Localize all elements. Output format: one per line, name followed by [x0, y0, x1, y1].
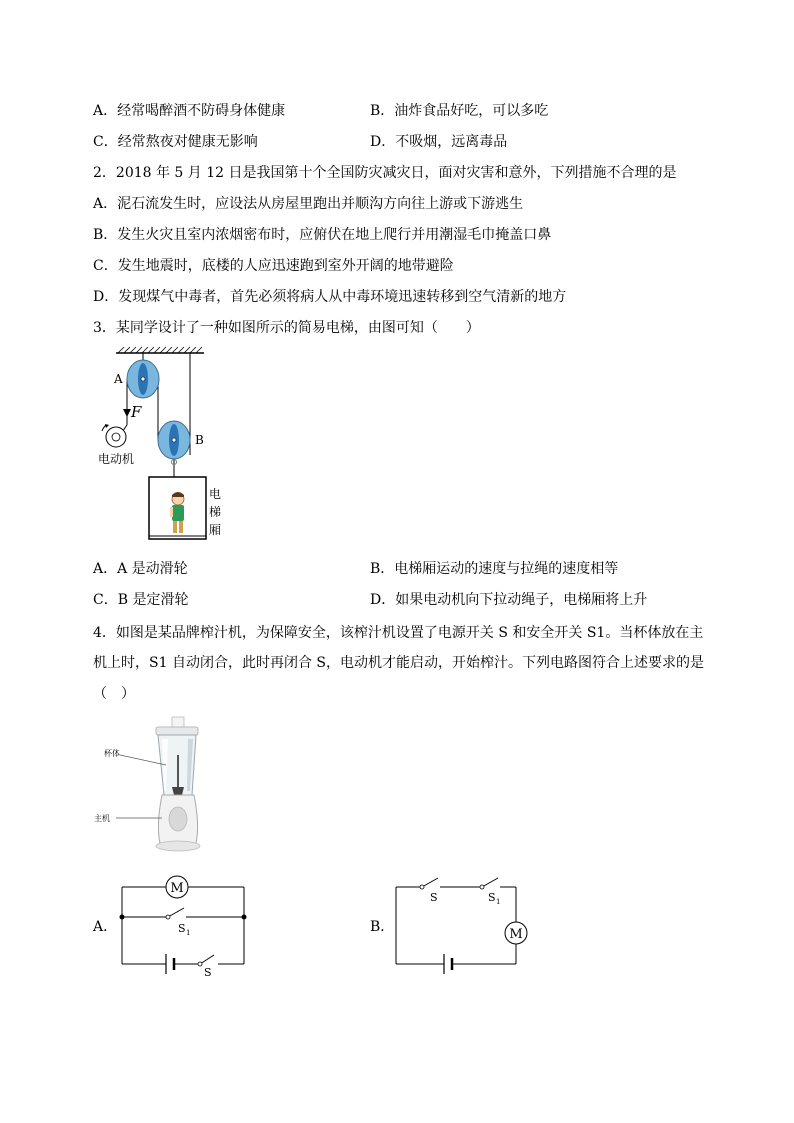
q4-stem-line1: 4．如图是某品牌榨汁机，为保障安全，该榨汁机设置了电源开关 S 和安全开关 S1。当杯体放在主: [93, 625, 704, 641]
svg-text:M: M: [509, 927, 523, 942]
q3-option-a: A．A 是动滑轮: [93, 561, 188, 577]
circuit-b-switch-s: [420, 885, 424, 889]
pulley-a: [127, 360, 159, 398]
q2-stem: 2．2018 年 5 月 12 日是我国第十个全国防灾减灾日，面对灾害和意外，下列措施不合理的是: [93, 165, 677, 181]
circuit-a-battery: [166, 954, 174, 974]
q3-option-b: B．电梯厢运动的速度与拉绳的速度相等: [370, 561, 619, 577]
q3-option-c: C．B 是定滑轮: [93, 592, 189, 608]
circuit-b-s1-subscript: 1: [496, 898, 501, 906]
q2-option-a: A．泥石流发生时，应设法从房屋里跑出并顺沟方向往上游或下游逃生: [93, 196, 524, 212]
car-label-3: 厢: [209, 523, 222, 537]
circuit-a-s1-subscript: 1: [186, 929, 191, 937]
circuit-a-letter: A．: [93, 919, 118, 935]
q1-option-c: C．经常熬夜对健康无影响: [93, 134, 258, 150]
circuit-b-battery: [444, 954, 452, 974]
circuit-b-s1-label: S: [488, 891, 496, 904]
q1-option-d: D．不吸烟，远离毒品: [370, 134, 508, 150]
circuit-a-motor: [166, 876, 188, 898]
juicer-base-label: 主机: [94, 814, 110, 823]
pulley-a-label: A: [114, 372, 123, 386]
car-label-1: 电: [209, 487, 222, 501]
circuit-a-switch-s: [198, 962, 202, 966]
pulley-b: [158, 421, 190, 459]
circuit-b-s-label: S: [430, 891, 438, 904]
circuit-a-diagram: [110, 872, 260, 982]
q3-option-d: D．如果电动机向下拉动绳子，电梯厢将上升: [370, 592, 648, 608]
svg-text:M: M: [170, 881, 184, 896]
elevator-pulley-figure: [92, 345, 232, 545]
circuit-b-letter: B．: [370, 919, 395, 935]
juicer-cup-label: 杯体: [104, 749, 120, 758]
motor: [102, 424, 126, 447]
motor-label: 电动机: [98, 452, 135, 466]
q2-option-b: B．发生火灾且室内浓烟密布时，应俯伏在地上爬行并用潮湿毛巾掩盖口鼻: [93, 227, 552, 243]
car-label-2: 梯: [209, 505, 222, 519]
q4-stem-line2: 机上时，S1 自动闭合，此时再闭合 S，电动机才能启动，开始榨汁。下列电路图符合上述要求的是: [93, 655, 704, 671]
q2-option-c: C．发生地震时，底楼的人应迅速跑到室外开阔的地带避险: [93, 258, 454, 274]
q3-stem: 3．某同学设计了一种如图所示的简易电梯，由图可知（ ）: [93, 320, 480, 336]
q1-option-a: A．经常喝醉酒不防碍身体健康: [93, 103, 286, 119]
circuit-b-motor: [505, 922, 527, 944]
circuit-b-switch-s1: [480, 885, 484, 889]
force-f-label: F: [131, 403, 142, 421]
circuit-a-s1-label: S: [178, 922, 186, 935]
pulley-b-label: B: [195, 433, 204, 447]
juicer-figure: [92, 715, 232, 865]
q4-stem-line3: （ ）: [93, 686, 135, 702]
circuit-a-switch-s1: [166, 915, 170, 919]
q2-option-d: D．发现煤气中毒者，首先必须将病人从中毒环境迅速转移到空气清新的地方: [93, 289, 567, 305]
circuit-a-s-label: S: [204, 966, 212, 979]
circuit-b-diagram: [388, 872, 538, 982]
q1-option-b: B．油炸食品好吃，可以多吃: [370, 103, 549, 119]
